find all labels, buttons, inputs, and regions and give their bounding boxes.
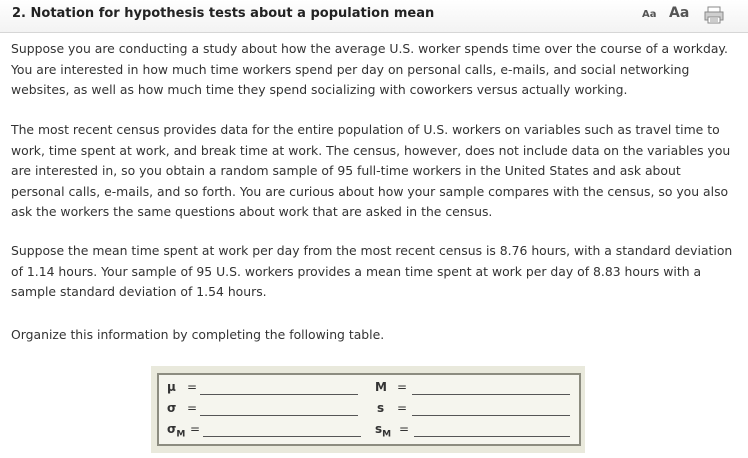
sample-sd-label: s <box>377 401 385 415</box>
sigma-equals: = <box>187 401 198 415</box>
question-header <box>0 0 748 33</box>
sigma-m-answer-field[interactable] <box>203 422 361 437</box>
paragraph-census: The most recent census provides data for the entire population of U.S. workers on variables such as travel time to work, time spent at work, and break time at work. The census, however, does not include data on the variables you are interested in, so you obtain a random sample of 95 full-time workers in the United States and ask about personal calls, e-mails, and so forth. You are curious about how your sample compares with the census, so you also ask the workers the same questions about work that are asked in the census. <box>11 122 731 219</box>
question-title: 2. Notation for hypothesis tests about a population mean <box>12 6 435 21</box>
printer-icon[interactable] <box>704 6 724 24</box>
paragraph-instruction: Organize this information by completing the following table. <box>11 327 385 342</box>
sample-sm-answer-field[interactable] <box>414 422 570 437</box>
sample-sd-answer-field[interactable] <box>412 401 570 416</box>
paragraph-study-intro: Suppose you are conducting a study about how the average U.S. worker spends time over the course of a workday. You are interested in how much time workers spend per day on personal calls, e-mails, and social networking websites, as well as how much time they spend socializing with coworkers versus actually working. <box>11 41 728 97</box>
sigma-label: σ <box>167 401 177 415</box>
sigma-m-label: $\sigma_M$ <box>167 422 186 440</box>
increase-font-button[interactable]: Aa <box>669 5 690 21</box>
sigma-m-equals: = <box>190 422 201 436</box>
mu-label: μ <box>167 380 176 394</box>
notation-table-inner <box>157 373 581 446</box>
sample-mean-equals: = <box>397 380 408 394</box>
sample-sm-label: $s_M$ <box>375 422 392 440</box>
sample-sd-equals: = <box>397 401 408 415</box>
sigma-answer-field[interactable] <box>200 401 358 416</box>
paragraph-statistics: Suppose the mean time spent at work per day from the most recent census is 8.76 hours, with a standard deviation of 1.14 hours. Your sample of 95 U.S. workers provides a mean time spent at work per day of 8.83 hours with a sample standard deviation of 1.54 hours. <box>11 243 733 299</box>
sample-sm-equals: = <box>399 422 410 436</box>
sample-mean-answer-field[interactable] <box>412 380 570 395</box>
mu-answer-field[interactable] <box>200 380 358 395</box>
mu-equals: = <box>187 380 198 394</box>
decrease-font-button[interactable]: Aa <box>642 9 657 20</box>
sample-mean-label: M <box>375 380 387 394</box>
notation-table <box>151 366 585 453</box>
